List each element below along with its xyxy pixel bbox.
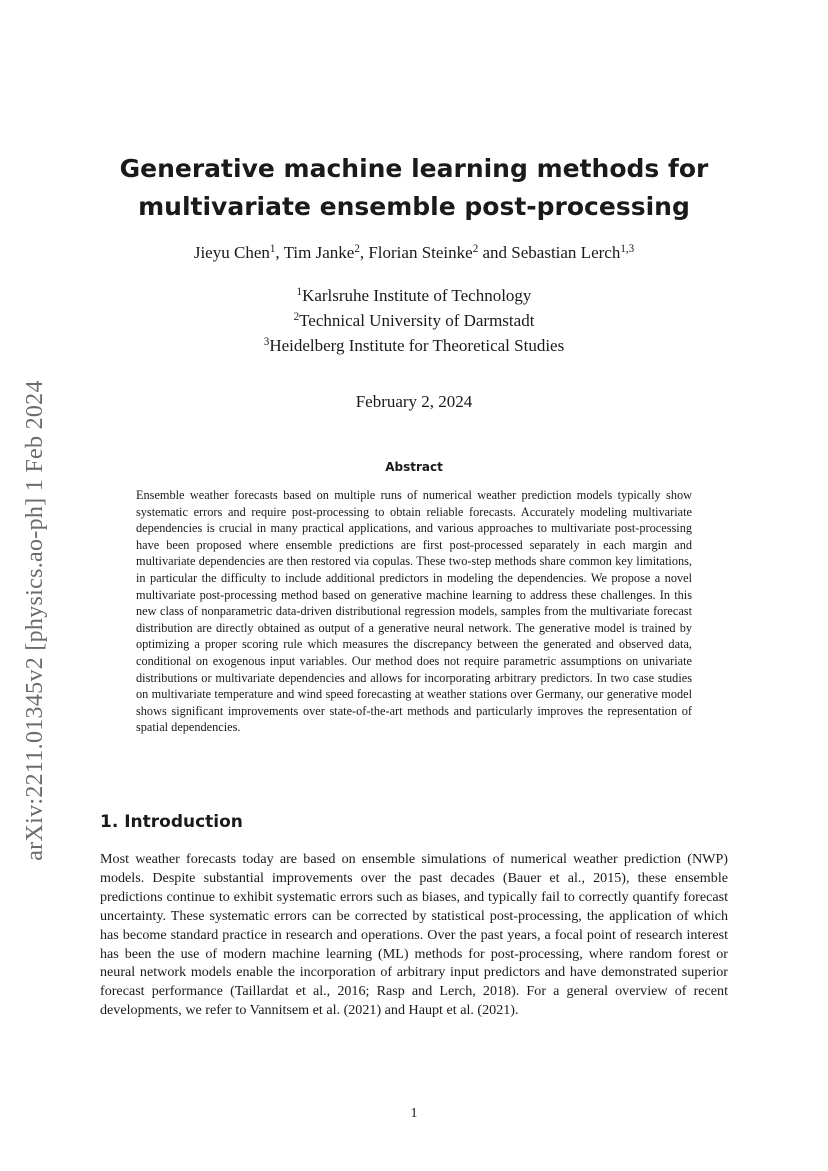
affiliation-mark: 3: [263, 335, 270, 348]
page-number: 1: [410, 1106, 418, 1121]
affiliation-name: Technical University of Darmstadt: [299, 311, 535, 330]
author-name: Sebastian Lerch: [511, 243, 621, 262]
affiliation: [100, 308, 728, 333]
abstract-heading: Abstract: [385, 460, 443, 474]
introduction-paragraph: Most weather forecasts today are based on ensemble simulations of numerical weather prediction (NWP) models. Despite substantial improvements over the past decades (Bauer et al., 2015), these ensemble predictions continue to exhibit systematic errors such as biases, and typically fail to correctly quantify forecast uncertainty. These systematic errors can be corrected by statistical post-processing, the application of which has become standard practice in research and operations. Over the past years, a focal point of research interest has been the use of modern machine learning (ML) methods for post-processing, where random forest or neural network models enable the incorporation of arbitrary input predictors and have demonstrated superior forecast performance (Taillardat et al., 2016; Rasp and Lerch, 2018). For a general overview of recent developments, we refer to Vannitsem et al. (2021) and Haupt et al. (2021).: [100, 851, 728, 1019]
publication-date: February 2, 2024: [355, 392, 473, 411]
affiliation: [100, 333, 728, 358]
author-name: Tim Janke: [283, 243, 355, 262]
affiliation-mark: 2: [293, 310, 300, 323]
title-line-2: multivariate ensemble post-processing: [138, 192, 690, 221]
arxiv-sidebar: [15, 343, 55, 898]
abstract-text: Ensemble weather forecasts based on multiple runs of numerical weather prediction models typically show systematic errors and require post-processing to obtain reliable forecasts. Accurately modeling multivariate dependencies is crucial in many practical applications, and various approaches to multivariate post-processing have been proposed where ensemble predictions are first post-processed separately in each margin and multivariate dependencies are then restored via copulas. These two-step methods share common key limitations, in particular the difficulty to include additional predictors in modeling the dependencies. We propose a novel multivariate post-processing method based on generative machine learning to address these challenges. In this new class of nonparametric data-driven distributional regression models, samples from the multivariate forecast distribution are directly obtained as output of a generative neural network. The generative model is trained by optimizing a proper scoring rule which measures the discrepancy between the generated and observed data, conditional on exogenous input variables. Our method does not require parametric assumptions on univariate distributions or multivariate dependencies and allows for incorporating arbitrary predictors. In two case studies on multivariate temperature and wind speed forecasting at weather stations over Germany, our generative model shows significant improvements over state-of-the-art methods and particularly improves the representation of spatial dependencies.: [136, 488, 692, 735]
author-affil-mark: 2: [354, 242, 360, 255]
paper-title: [100, 150, 728, 226]
author-affil-mark: 2: [472, 242, 479, 255]
author-separator: ,: [275, 243, 284, 262]
author-name: Florian Steinke: [368, 243, 473, 262]
author-separator: and: [478, 243, 512, 262]
author-affil-mark: 1: [269, 242, 276, 255]
arxiv-stamp: arXiv:2211.01345v2 [physics.ao-ph] 1 Feb 2024: [21, 380, 48, 861]
affiliation-mark: 1: [296, 285, 303, 298]
author-name: Jieyu Chen: [193, 243, 270, 262]
affiliation-name: Karlsruhe Institute of Technology: [302, 286, 532, 305]
author-separator: ,: [359, 243, 369, 262]
title-line-1: Generative machine learning methods for: [119, 154, 709, 183]
affiliation-name: Heidelberg Institute for Theoretical Studies: [269, 336, 565, 355]
affiliation-list: [100, 283, 728, 358]
section-heading-introduction: 1. Introduction: [100, 812, 243, 832]
author-list: [100, 243, 728, 263]
author-affil-mark: 1,3: [620, 242, 635, 255]
affiliation: [100, 283, 728, 308]
